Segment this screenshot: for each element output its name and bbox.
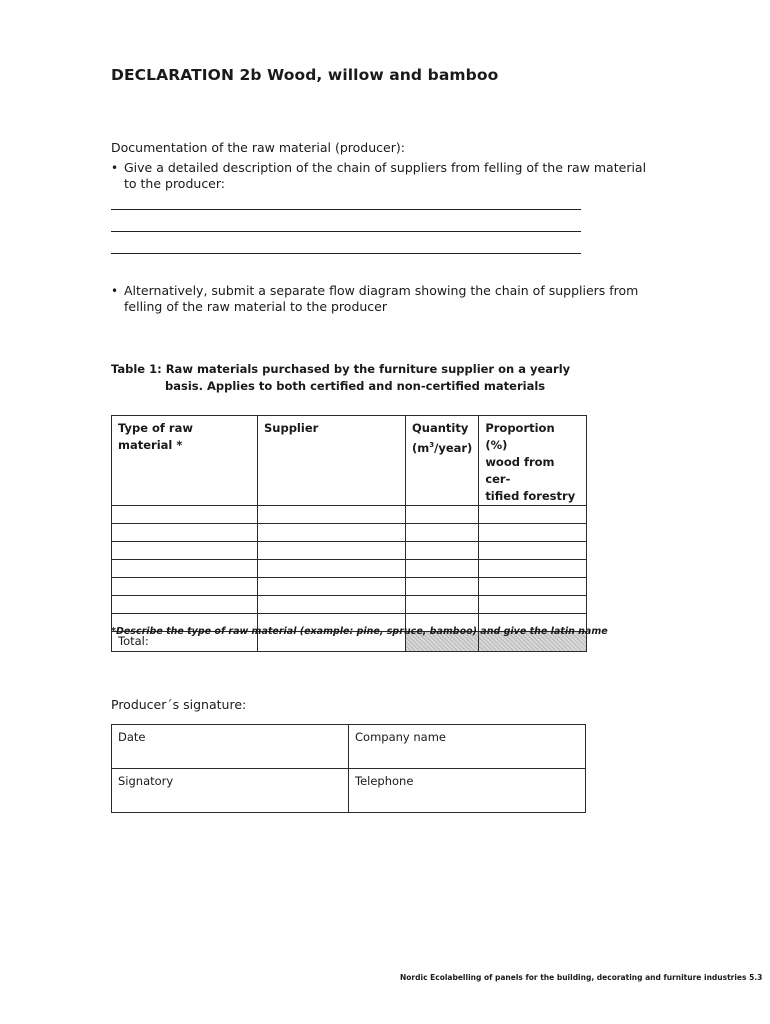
table-row — [112, 578, 587, 596]
signature-row — [112, 725, 586, 769]
table-footnote: *Describe the type of raw material (example: pine, spruce, bamboo) and give the latin name — [111, 626, 608, 637]
answer-line-3[interactable] — [111, 253, 581, 254]
header-proportion: Proportion (%) wood from cer- tified forestry — [479, 416, 587, 506]
cell-proportion[interactable] — [479, 506, 587, 524]
page-title: DECLARATION 2b Wood, willow and bamboo — [111, 66, 499, 84]
company-name-label: Company name — [355, 730, 446, 744]
cell-quantity[interactable] — [406, 560, 479, 578]
header-supplier: Supplier — [258, 416, 406, 506]
signature-heading: Producer´s signature: — [111, 697, 247, 712]
cell-supplier[interactable] — [258, 578, 406, 596]
cell-proportion[interactable] — [479, 542, 587, 560]
bullet-2-text — [124, 283, 638, 315]
table-row — [112, 596, 587, 614]
cell-quantity[interactable] — [406, 596, 479, 614]
header-quantity: Quantity $(m^3/year)$ — [406, 416, 479, 506]
bullet-2-line-2: felling of the raw material to the producer — [124, 299, 388, 314]
cell-quantity[interactable] — [406, 578, 479, 596]
table-row — [112, 560, 587, 578]
date-label: Date — [118, 730, 146, 744]
cell-proportion[interactable] — [479, 524, 587, 542]
raw-materials-table — [111, 415, 587, 652]
table-1-caption-line-1: Table 1: Raw materials purchased by the furniture supplier on a yearly — [111, 362, 571, 376]
table-row — [112, 542, 587, 560]
date-field[interactable] — [112, 725, 349, 769]
cell-supplier[interactable] — [258, 524, 406, 542]
bullet-1-line-1: Give a detailed description of the chain of suppliers from felling of the raw material — [124, 160, 647, 175]
signature-table — [111, 724, 586, 813]
signatory-field[interactable] — [112, 769, 349, 813]
bullet-dot-icon: • — [111, 161, 119, 175]
telephone-label: Telephone — [355, 774, 414, 788]
answer-line-1[interactable] — [111, 209, 581, 210]
documentation-heading: Documentation of the raw material (producer): — [111, 140, 405, 155]
cell-supplier[interactable] — [258, 506, 406, 524]
cell-supplier[interactable] — [258, 560, 406, 578]
page-footer: Nordic Ecolabelling of panels for the building, decorating and furniture industries 5.3 — [400, 973, 763, 982]
cell-type[interactable] — [112, 596, 258, 614]
bullet-dot-icon: • — [111, 284, 119, 298]
bullet-1 — [111, 160, 118, 176]
header-type-of-raw-material: Type of raw material * — [112, 416, 258, 506]
cell-quantity[interactable] — [406, 542, 479, 560]
cell-quantity[interactable] — [406, 506, 479, 524]
cell-type[interactable] — [112, 506, 258, 524]
bullet-2 — [111, 283, 118, 299]
cell-proportion[interactable] — [479, 596, 587, 614]
cell-supplier[interactable] — [258, 596, 406, 614]
cell-proportion[interactable] — [479, 560, 587, 578]
signatory-label: Signatory — [118, 774, 174, 788]
table-1-caption-line-2: basis. Applies to both certified and non-certified materials — [165, 379, 546, 393]
bullet-1-text — [124, 160, 646, 192]
cell-supplier[interactable] — [258, 542, 406, 560]
cell-type[interactable] — [112, 524, 258, 542]
bullet-2-line-1: Alternatively, submit a separate flow diagram showing the chain of suppliers from — [124, 283, 639, 298]
answer-line-2[interactable] — [111, 231, 581, 232]
telephone-field[interactable] — [349, 769, 586, 813]
table-row — [112, 506, 587, 524]
bullet-1-line-2: to the producer: — [124, 176, 226, 191]
table-row — [112, 524, 587, 542]
cell-type[interactable] — [112, 542, 258, 560]
total-label: Total: — [112, 632, 258, 652]
cell-quantity[interactable] — [406, 524, 479, 542]
cell-type[interactable] — [112, 578, 258, 596]
table-header-row — [112, 416, 587, 506]
cell-proportion[interactable] — [479, 578, 587, 596]
cell-type[interactable] — [112, 560, 258, 578]
signature-row — [112, 769, 586, 813]
company-name-field[interactable] — [349, 725, 586, 769]
